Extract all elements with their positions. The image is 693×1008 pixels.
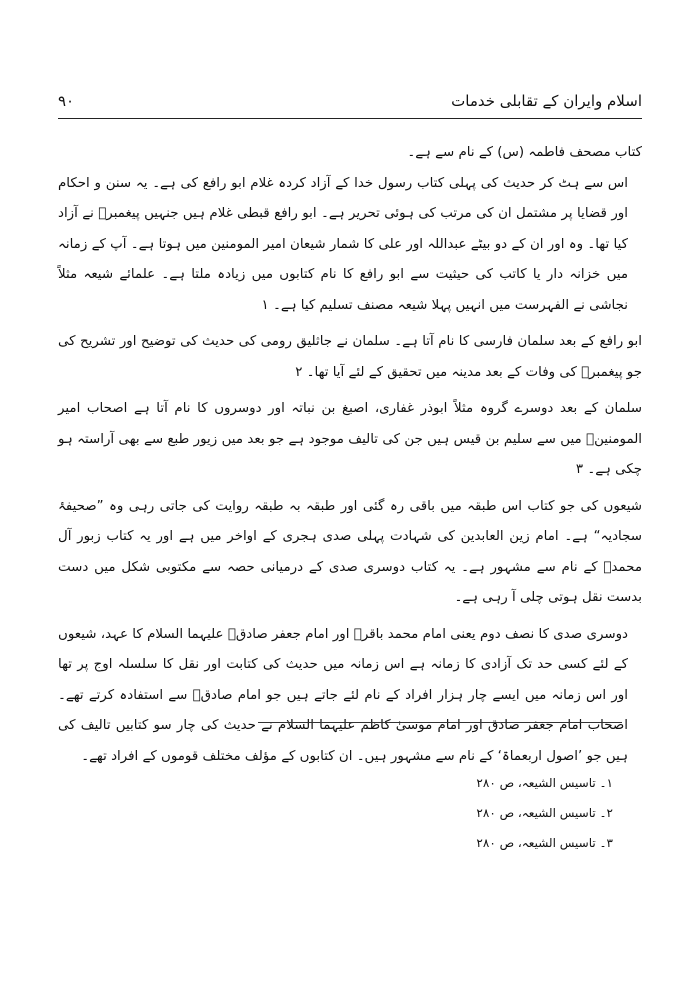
paragraph: کتاب مصحف فاطمہ (س) کے نام سے ہے۔ — [407, 145, 642, 160]
page-header — [58, 90, 642, 118]
page-number: ۹۰ — [58, 92, 75, 110]
paragraph: شیعوں کی جو کتاب اس طبقہ میں باقی رہ گئی اور طبقہ بہ طبقہ روایت کی جاتی رہی وہ ”صحیفۂ سجادیہ“ ہے۔ امام زین العابدین کی شہادت پہلی صدی ہجری کے اواخر میں ہے اور یہ کتاب زبور آل محمدؐ کے نام سے مشہور ہے۔ یہ کتاب دوسری صدی کے درمیانی حصہ سے مکتوبی شکل میں دست بدست نقل ہوتی چلی آ رہی ہے۔ — [58, 498, 642, 605]
footnote: ۳۔ تاسیس الشیعہ، ص ۲۸۰ — [476, 836, 613, 850]
paragraph: ابو رافع کے بعد سلمان فارسی کا نام آتا ہے۔ سلمان نے جاثلیق رومی کی حدیث کی توضیح اور تشریح کی جو پیغمبرؐ کی وفات کے بعد مدینہ میں تحقیق کے لئے آیا تھا۔ ۲ — [58, 334, 642, 380]
header-divider — [58, 118, 642, 119]
paragraph: دوسری صدی کا نصف دوم یعنی امام محمد باقرؑ اور امام جعفر صادقؑ علیہما السلام کا عہد، شیعوں کے لئے کسی حد تک آزادی کا زمانہ ہے اس زمانہ میں حدیث کی کتابت اور نقل کا سلسلہ اوج پر تھا اور اس زمانہ میں ایسے چار ہزار افراد کے نام لئے جاتے ہیں جو امام صادقؑ سے استفادہ کرتے تھے۔ اصحاب امام جعفر صادق اور امام موسیٰ کاظم علیہما السلام نے حدیث کی چار سو کتابیں تالیف کی ہیں جو ’اصول اربعماۃ‘ کے نام سے مشہور ہیں۔ ان کتابوں کے مؤلف مختلف قوموں کے افراد تھے۔ — [58, 626, 628, 764]
footnote: ۱۔ تاسیس الشیعہ، ص ۲۸۰ — [476, 776, 613, 790]
footnote: ۲۔ تاسیس الشیعہ، ص ۲۸۰ — [476, 806, 613, 820]
paragraph: سلمان کے بعد دوسرے گروہ مثلاً ابوذر غفاری، اصبغ بن نباتہ اور دوسروں کا نام آتا ہے اصحاب امیر المومنینؑ میں سے سلیم بن قیس ہیں جن کی تالیف موجود ہے جو بعد میں زیور طبع سے بھی آراستہ ہو چکی ہے۔ ۳ — [58, 401, 642, 477]
paragraph: اس سے ہٹ کر حدیث کی پہلی کتاب رسول خدا کے آزاد کردہ غلام ابو رافع کی ہے۔ یہ سنن و احکام اور قضایا پر مشتمل ان کی مرتب کی ہوئی تحریر ہے۔ ابو رافع قبطی غلام ہیں جنہیں پیغمبرؐ نے آزاد کیا تھا۔ وہ اور ان کے دو بیٹے عبداللہ اور علی کا شمار شیعان امیر المومنین میں ہوتا ہے۔ آپ کے زمانہ میں خزانہ دار یا کاتب کی حیثیت سے ابو رافع کا نام کتابوں میں زیادہ ملتا ہے۔ علمائے شیعہ مثلاً نجاشی نے الفہرست میں انہیں پہلا شیعہ مصنف تسلیم کیا ہے۔ ۱ — [58, 175, 628, 313]
body-text — [58, 138, 642, 772]
footnote-divider — [258, 722, 622, 723]
running-title: اسلام وایران کے تقابلی خدمات — [451, 92, 642, 110]
footnotes — [476, 768, 613, 858]
